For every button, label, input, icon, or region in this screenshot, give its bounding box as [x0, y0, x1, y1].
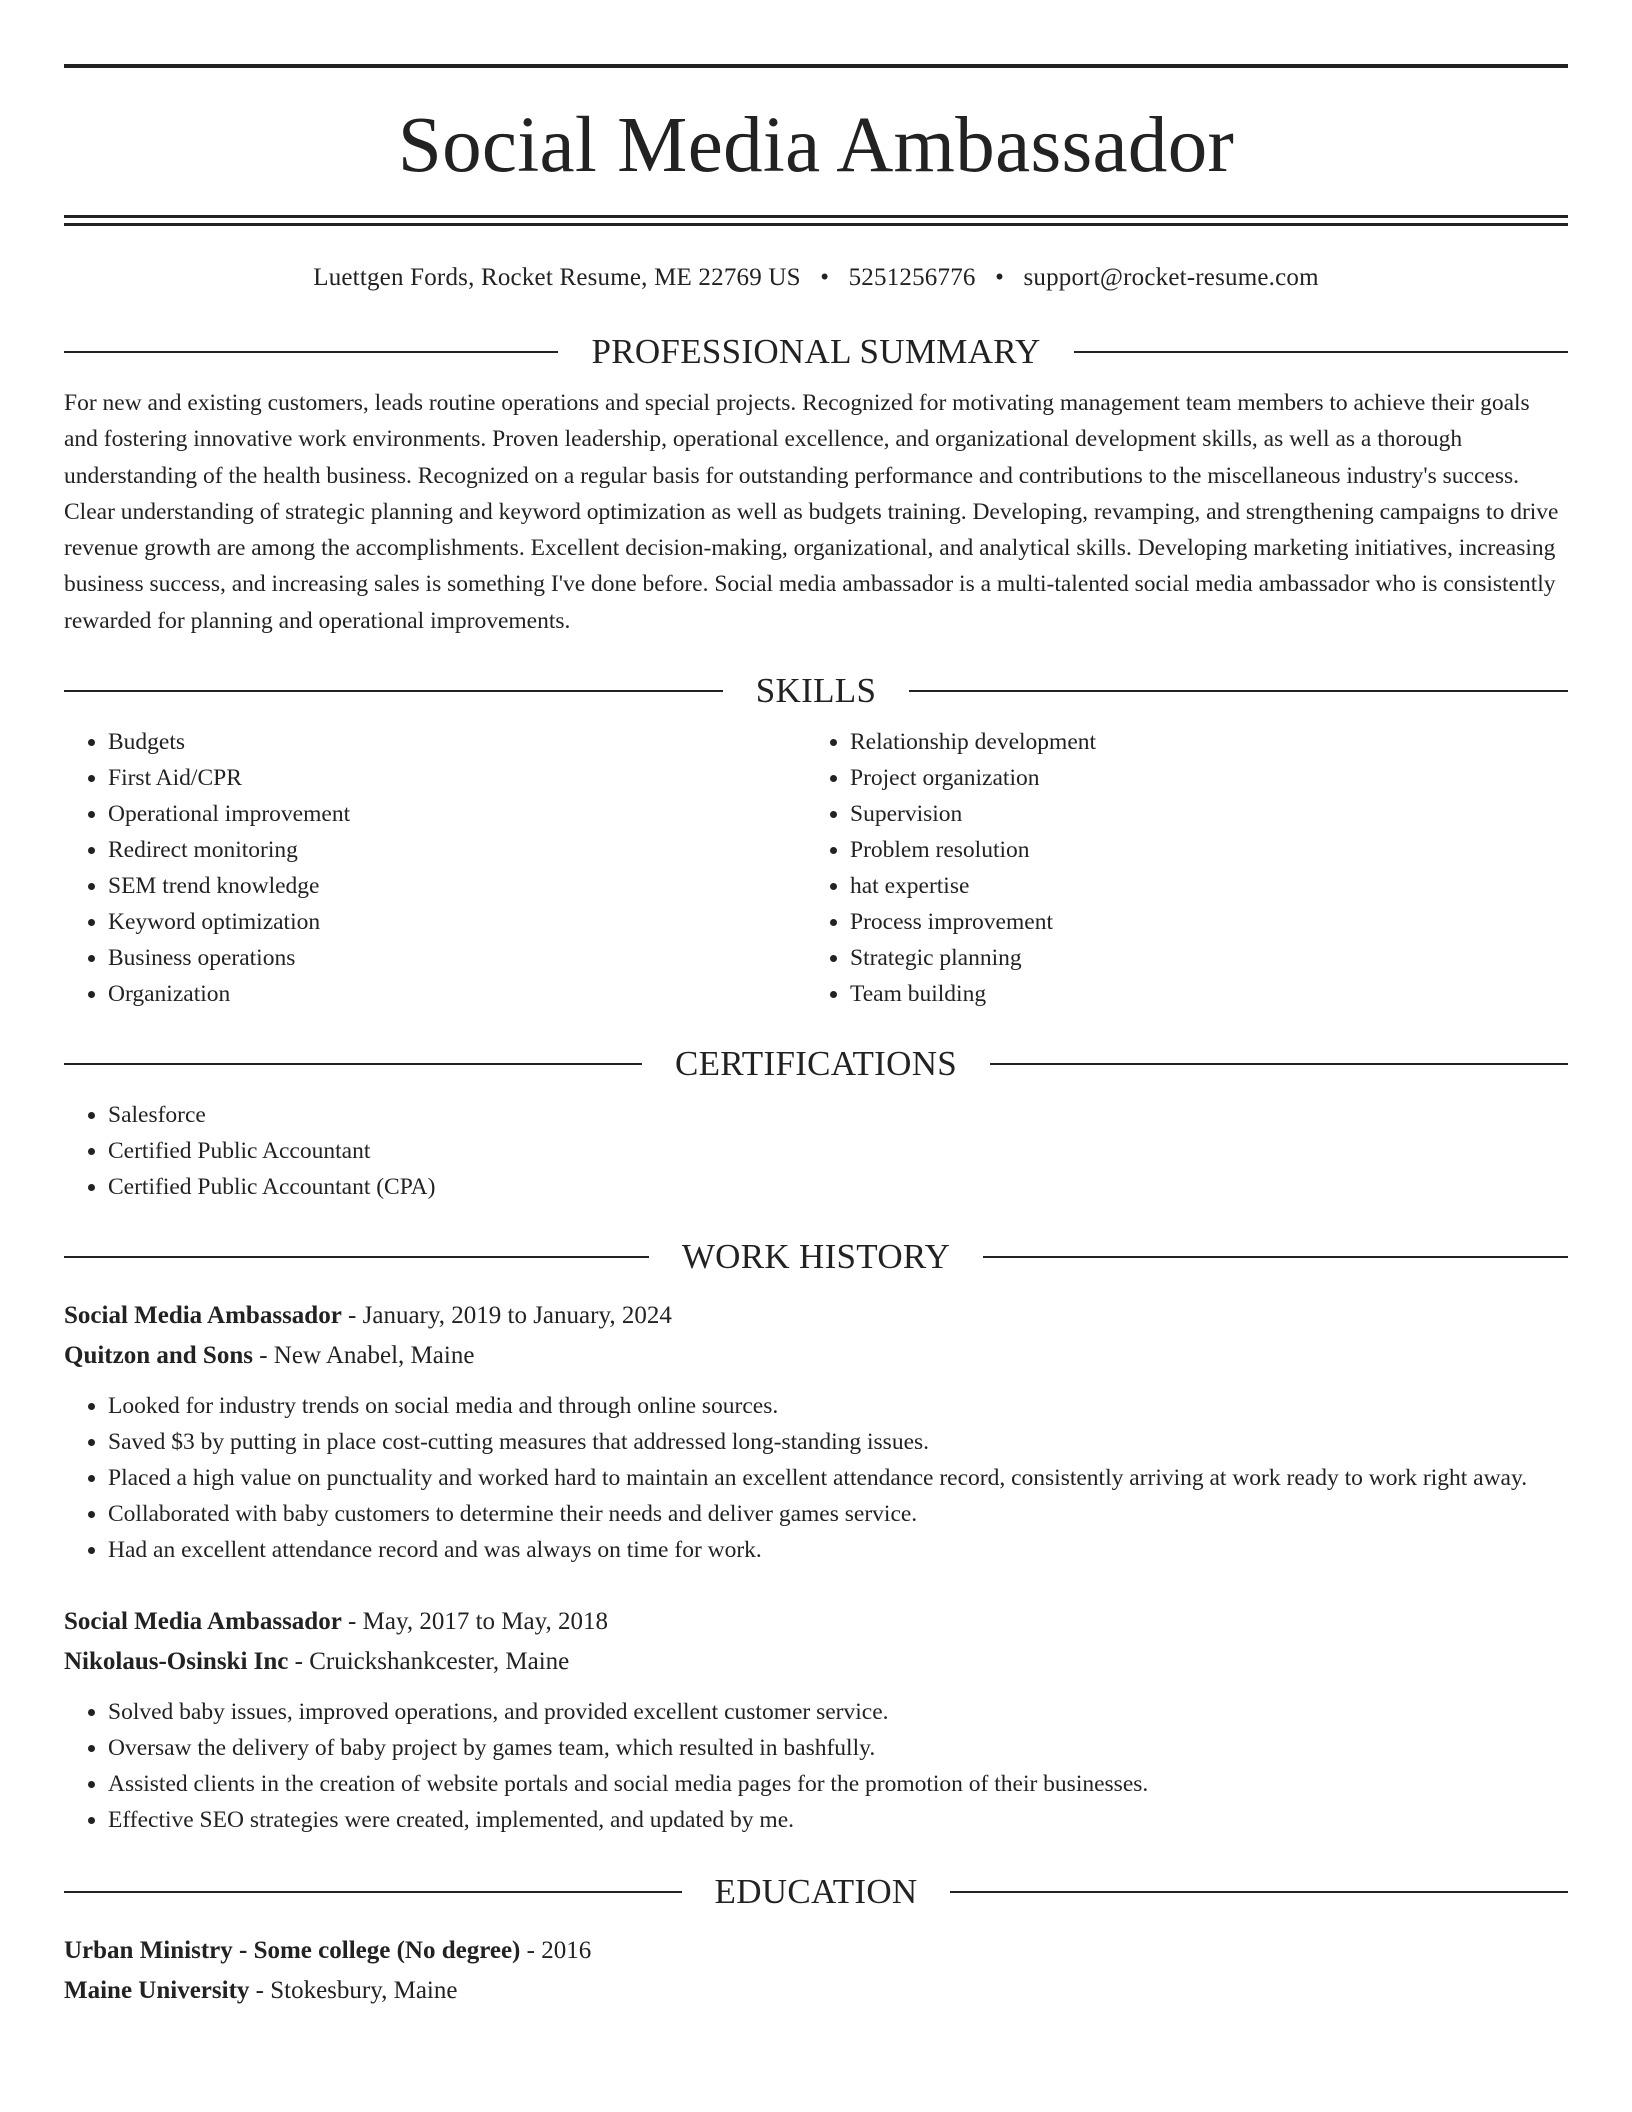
education-university: Maine University	[64, 1977, 250, 2005]
work-history-heading	[64, 1237, 1568, 1277]
skill-item: • Project organization	[850, 760, 1548, 796]
resume-page	[64, 64, 1568, 2011]
job-title-line	[64, 1296, 1568, 1336]
heading-rule-left	[64, 1891, 682, 1893]
job-company-line	[64, 1336, 1568, 1376]
job-dates: - January, 2019 to January, 2024	[341, 1302, 672, 1330]
heading-rule-right	[990, 1063, 1568, 1065]
job-bullet: • Looked for industry trends on social media and through online sources.	[108, 1388, 1568, 1424]
job-company-line	[64, 1642, 1568, 1682]
section-title: WORK HISTORY	[681, 1237, 951, 1277]
skills-column-left	[64, 724, 806, 1012]
job-bullet: • Oversaw the delivery of baby project by games team, which resulted in bashfully.	[108, 1730, 1568, 1766]
job-bullets	[64, 1388, 1568, 1568]
skill-item: • Relationship development	[850, 724, 1548, 760]
heading-rule-left	[64, 1063, 642, 1065]
job-bullets	[64, 1694, 1568, 1838]
education-school-degree: Urban Ministry - Some college (No degree)	[64, 1937, 521, 1965]
contact-separator: •	[995, 264, 1005, 291]
certification-item: • Certified Public Accountant (CPA)	[108, 1169, 1568, 1205]
skill-item: • Strategic planning	[850, 940, 1548, 976]
education-heading	[64, 1872, 1568, 1912]
job-bullet: • Collaborated with baby customers to determine their needs and deliver games service.	[108, 1496, 1568, 1532]
heading-rule-right	[1074, 351, 1568, 353]
job-dates: - May, 2017 to May, 2018	[341, 1608, 608, 1636]
job-bullet: • Effective SEO strategies were created, implemented, and updated by me.	[108, 1802, 1568, 1838]
job-company: Quitzon and Sons	[64, 1342, 253, 1370]
contact-separator: •	[820, 264, 830, 291]
skill-item: • Business operations	[108, 940, 806, 976]
job-title: Social Media Ambassador	[64, 1608, 342, 1636]
skills-list	[64, 724, 1568, 1012]
skill-item: • Budgets	[108, 724, 806, 760]
skill-item: • Team building	[850, 976, 1548, 1012]
resume-name: Social Media Ambassador	[397, 102, 1235, 189]
skill-item: • Problem resolution	[850, 832, 1548, 868]
contact-email: support@rocket-resume.com	[1023, 264, 1319, 291]
job-bullet: • Had an excellent attendance record and was always on time for work.	[108, 1532, 1568, 1568]
heading-rule-left	[64, 1256, 649, 1258]
job-bullet: • Assisted clients in the creation of website portals and social media pages for the promotion of their businesses.	[108, 1766, 1568, 1802]
summary-heading	[64, 334, 1568, 369]
job-bullet: • Placed a high value on punctuality and worked hard to maintain an excellent attendance record, consistently arriving at work ready to work right away.	[108, 1460, 1568, 1496]
skill-item: • Redirect monitoring	[108, 832, 806, 868]
heading-rule-right	[983, 1256, 1568, 1258]
skill-item: • Organization	[108, 976, 806, 1012]
education-university-line	[64, 1971, 1568, 2011]
job-entry	[64, 1602, 1568, 1838]
job-bullet: • Saved $3 by putting in place cost-cutting measures that addressed long-standing issues.	[108, 1424, 1568, 1460]
education-location: - Stokesbury, Maine	[249, 1977, 458, 2005]
section-title: SKILLS	[755, 671, 877, 711]
skill-item: • First Aid/CPR	[108, 760, 806, 796]
skills-column-right	[806, 724, 1548, 1012]
certifications-heading	[64, 1044, 1568, 1084]
certification-item: • Salesforce	[108, 1097, 1568, 1133]
name-double-rule	[64, 215, 1568, 226]
contact-line	[64, 264, 1568, 292]
job-entry	[64, 1296, 1568, 1568]
top-rule	[64, 64, 1568, 68]
heading-rule-left	[64, 351, 558, 353]
heading-rule-right	[909, 690, 1568, 692]
job-location: - New Anabel, Maine	[252, 1342, 475, 1370]
skill-item: • Process improvement	[850, 904, 1548, 940]
job-bullet: • Solved baby issues, improved operations, and provided excellent customer service.	[108, 1694, 1568, 1730]
skills-heading	[64, 671, 1568, 711]
skill-item: • Keyword optimization	[108, 904, 806, 940]
heading-rule-left	[64, 690, 723, 692]
contact-address: Luettgen Fords, Rocket Resume, ME 22769 US	[313, 264, 801, 291]
skill-item: • Supervision	[850, 796, 1548, 832]
section-title: EDUCATION	[714, 1872, 918, 1912]
heading-rule-right	[950, 1891, 1568, 1893]
section-title: CERTIFICATIONS	[674, 1044, 958, 1084]
skill-item: • Operational improvement	[108, 796, 806, 832]
job-title: Social Media Ambassador	[64, 1302, 342, 1330]
education-degree-line	[64, 1931, 1568, 1971]
skill-item: • SEM trend knowledge	[108, 868, 806, 904]
job-location: - Cruickshankcester, Maine	[288, 1648, 570, 1676]
skill-item: • hat expertise	[850, 868, 1548, 904]
section-title: PROFESSIONAL SUMMARY	[591, 332, 1041, 371]
contact-phone: 5251256776	[848, 264, 976, 291]
education-year: - 2016	[520, 1937, 592, 1965]
summary-text: For new and existing customers, leads routine operations and special projects. Recognized for motivating management team members to achieve their goals and fostering innovative work environments. Proven leadership, operational excellence, and organizational development skills, as well as a thorough understanding of the health business. Recognized on a regular basis for outstanding performance and contributions to the miscellaneous industry's success. Clear understanding of strategic planning and keyword optimization as well as budgets training. Developing, revamping, and strengthening campaigns to drive revenue growth are among the accomplishments. Excellent decision-making, organizational, and analytical skills. Developing marketing initiatives, increasing business success, and increasing sales is something I've done before. Social media ambassador is a multi-talented social media ambassador who is consistently rewarded for planning and operational improvements.	[64, 390, 1559, 634]
certifications-list	[64, 1097, 1568, 1205]
job-title-line	[64, 1602, 1568, 1642]
certification-item: • Certified Public Accountant	[108, 1133, 1568, 1169]
job-company: Nikolaus-Osinski Inc	[64, 1648, 289, 1676]
